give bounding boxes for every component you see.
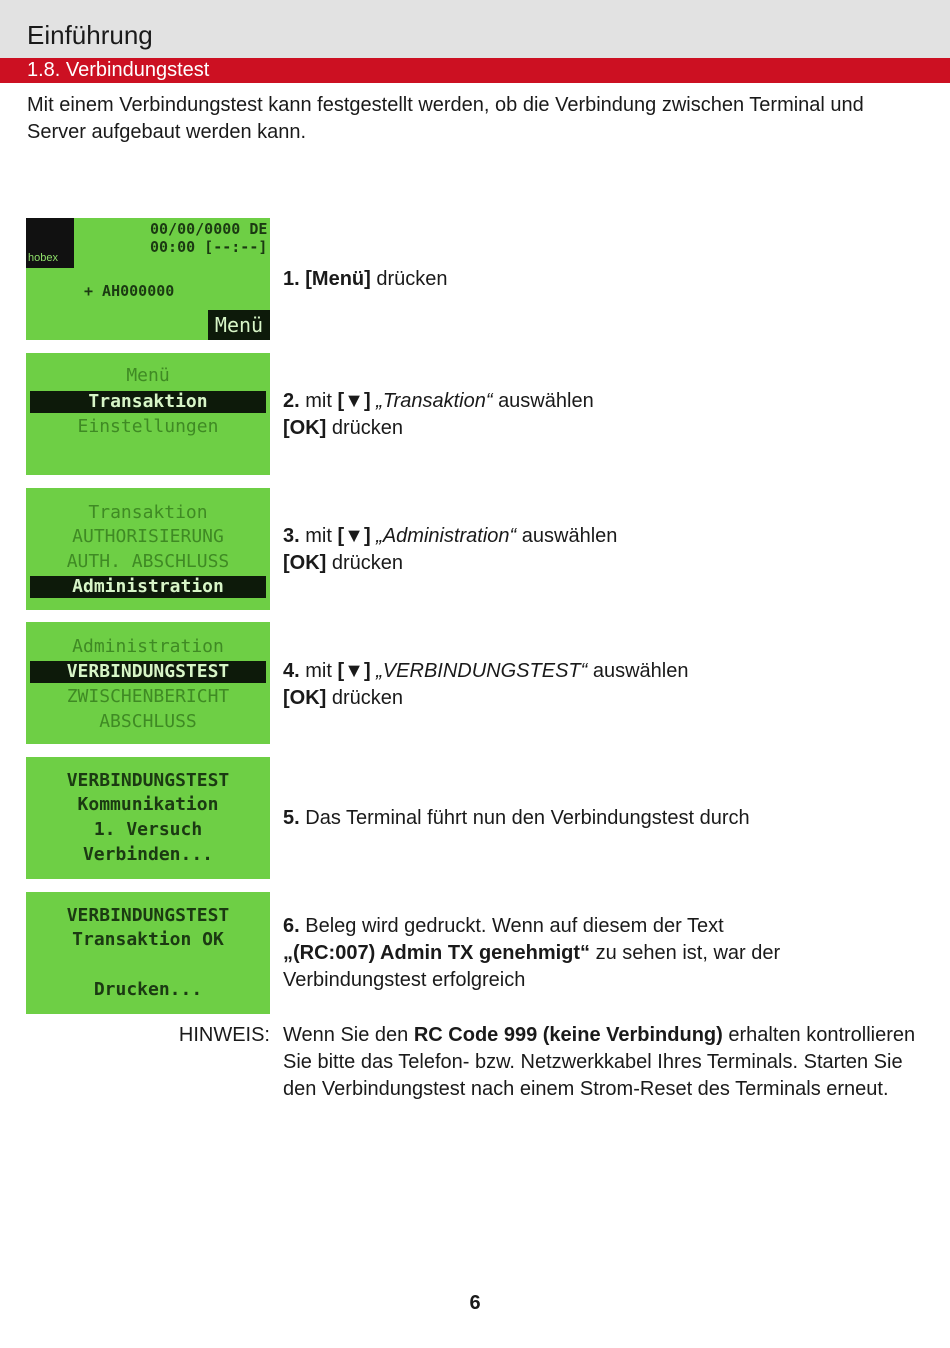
screen-line: Verbinden...: [82, 844, 214, 865]
down-key: [▼]: [337, 660, 371, 682]
screen-line: ABSCHLUSS: [99, 711, 197, 732]
screen-line: VERBINDUNGSTEST: [66, 770, 230, 791]
screen-line: Transaktion OK: [72, 929, 224, 950]
step-2: [283, 388, 933, 442]
receipt-text: „(RC:007) Admin TX genehmigt“: [283, 942, 591, 964]
step-text: drücken: [331, 687, 404, 709]
section-bar: [0, 58, 950, 83]
screen-line: Menü: [126, 365, 170, 386]
screen-line-selected: Transaktion: [30, 391, 266, 413]
step-text: drücken: [376, 268, 448, 290]
step-text: zu sehen ist, war der Verbindungstest erfolgreich: [283, 942, 781, 991]
step-text: auswählen: [498, 390, 594, 412]
step-5: [283, 805, 933, 832]
chapter-title: Einführung: [27, 20, 153, 50]
terminal-screen-4: [26, 622, 270, 744]
screen-menu-softkey: Menü: [208, 310, 270, 340]
step-text: mit: [305, 525, 332, 547]
screen-line: AUTHORISIERUNG: [72, 526, 224, 547]
terminal-screen-1: [26, 218, 270, 340]
terminal-screen-5: [26, 757, 270, 879]
menu-item-name: „Administration“: [376, 525, 517, 547]
down-key: [▼]: [337, 390, 371, 412]
step-text: auswählen: [521, 525, 618, 547]
terminal-screen-3: [26, 488, 270, 610]
step-3: [283, 523, 933, 577]
screen-line: Drucken...: [93, 979, 203, 1000]
step-number: 2.: [283, 390, 300, 412]
screen-line-selected: VERBINDUNGSTEST: [30, 661, 266, 683]
step-number: 3.: [283, 525, 300, 547]
ok-key: [OK]: [283, 417, 327, 439]
screen-line: Einstellungen: [77, 416, 219, 437]
screen-line: 1. Versuch: [93, 819, 203, 840]
page-number: 6: [469, 1292, 481, 1314]
screen-time: 00:00 [--:--]: [150, 238, 268, 256]
menu-key: [Menü]: [305, 268, 371, 290]
menu-item-name: „Transaktion“: [376, 390, 493, 412]
terminal-screen-6: [26, 892, 270, 1014]
step-text: drücken: [331, 552, 404, 574]
step-number: 6.: [283, 915, 300, 937]
step-4: [283, 658, 933, 712]
step-number: 4.: [283, 660, 300, 682]
terminal-screen-2: [26, 353, 270, 475]
hint-text: [283, 1022, 933, 1103]
hint-label: HINWEIS:: [178, 1024, 270, 1046]
step-number: 5.: [283, 807, 300, 829]
screen-line: AUTH. ABSCHLUSS: [66, 551, 230, 572]
header-band: [0, 0, 950, 58]
ok-key: [OK]: [283, 687, 327, 709]
section-title: 1.8. Verbindungstest: [27, 59, 210, 81]
step-number: 1.: [283, 268, 300, 290]
step-text: drücken: [331, 417, 404, 439]
screen-line: VERBINDUNGSTEST: [66, 905, 230, 926]
step-text: auswählen: [592, 660, 689, 682]
screen-line: Transaktion: [88, 502, 208, 523]
hint-code: RC Code 999 (keine Verbindung): [413, 1024, 723, 1046]
step-text: mit: [305, 660, 332, 682]
screen-line-selected: Administration: [30, 576, 266, 598]
screen-line: ZWISCHENBERICHT: [66, 686, 230, 707]
step-1: [283, 266, 933, 293]
screen-terminal-id: + AH000000: [84, 282, 175, 300]
step-text: Beleg wird gedruckt. Wenn auf diesem der Text: [305, 915, 724, 937]
ok-key: [OK]: [283, 552, 327, 574]
intro-paragraph: Mit einem Verbindungstest kann festgestellt werden, ob die Verbindung zwischen Terminal und Server aufgebaut werden kann.: [27, 94, 864, 143]
hint-text-pre: Wenn Sie den: [283, 1024, 409, 1046]
hobex-logo: hobex: [26, 218, 74, 268]
step-text: Das Terminal führt nun den Verbindungstest durch: [305, 807, 750, 829]
step-text: mit: [305, 390, 332, 412]
screen-line: Kommunikation: [77, 794, 219, 815]
menu-item-name: „VERBINDUNGSTEST“: [376, 660, 588, 682]
screen-date: 00/00/0000 DE: [150, 220, 268, 238]
hint-text-post: erhalten kontrollieren Sie bitte das Telefon- bzw. Netzwerkkabel Ihres Terminals. Starten Sie den Verbindungstest nach einem Strom-Reset des Terminals erneut.: [283, 1024, 916, 1100]
step-6: [283, 913, 923, 994]
down-key: [▼]: [337, 525, 371, 547]
screen-line: Administration: [72, 636, 224, 657]
